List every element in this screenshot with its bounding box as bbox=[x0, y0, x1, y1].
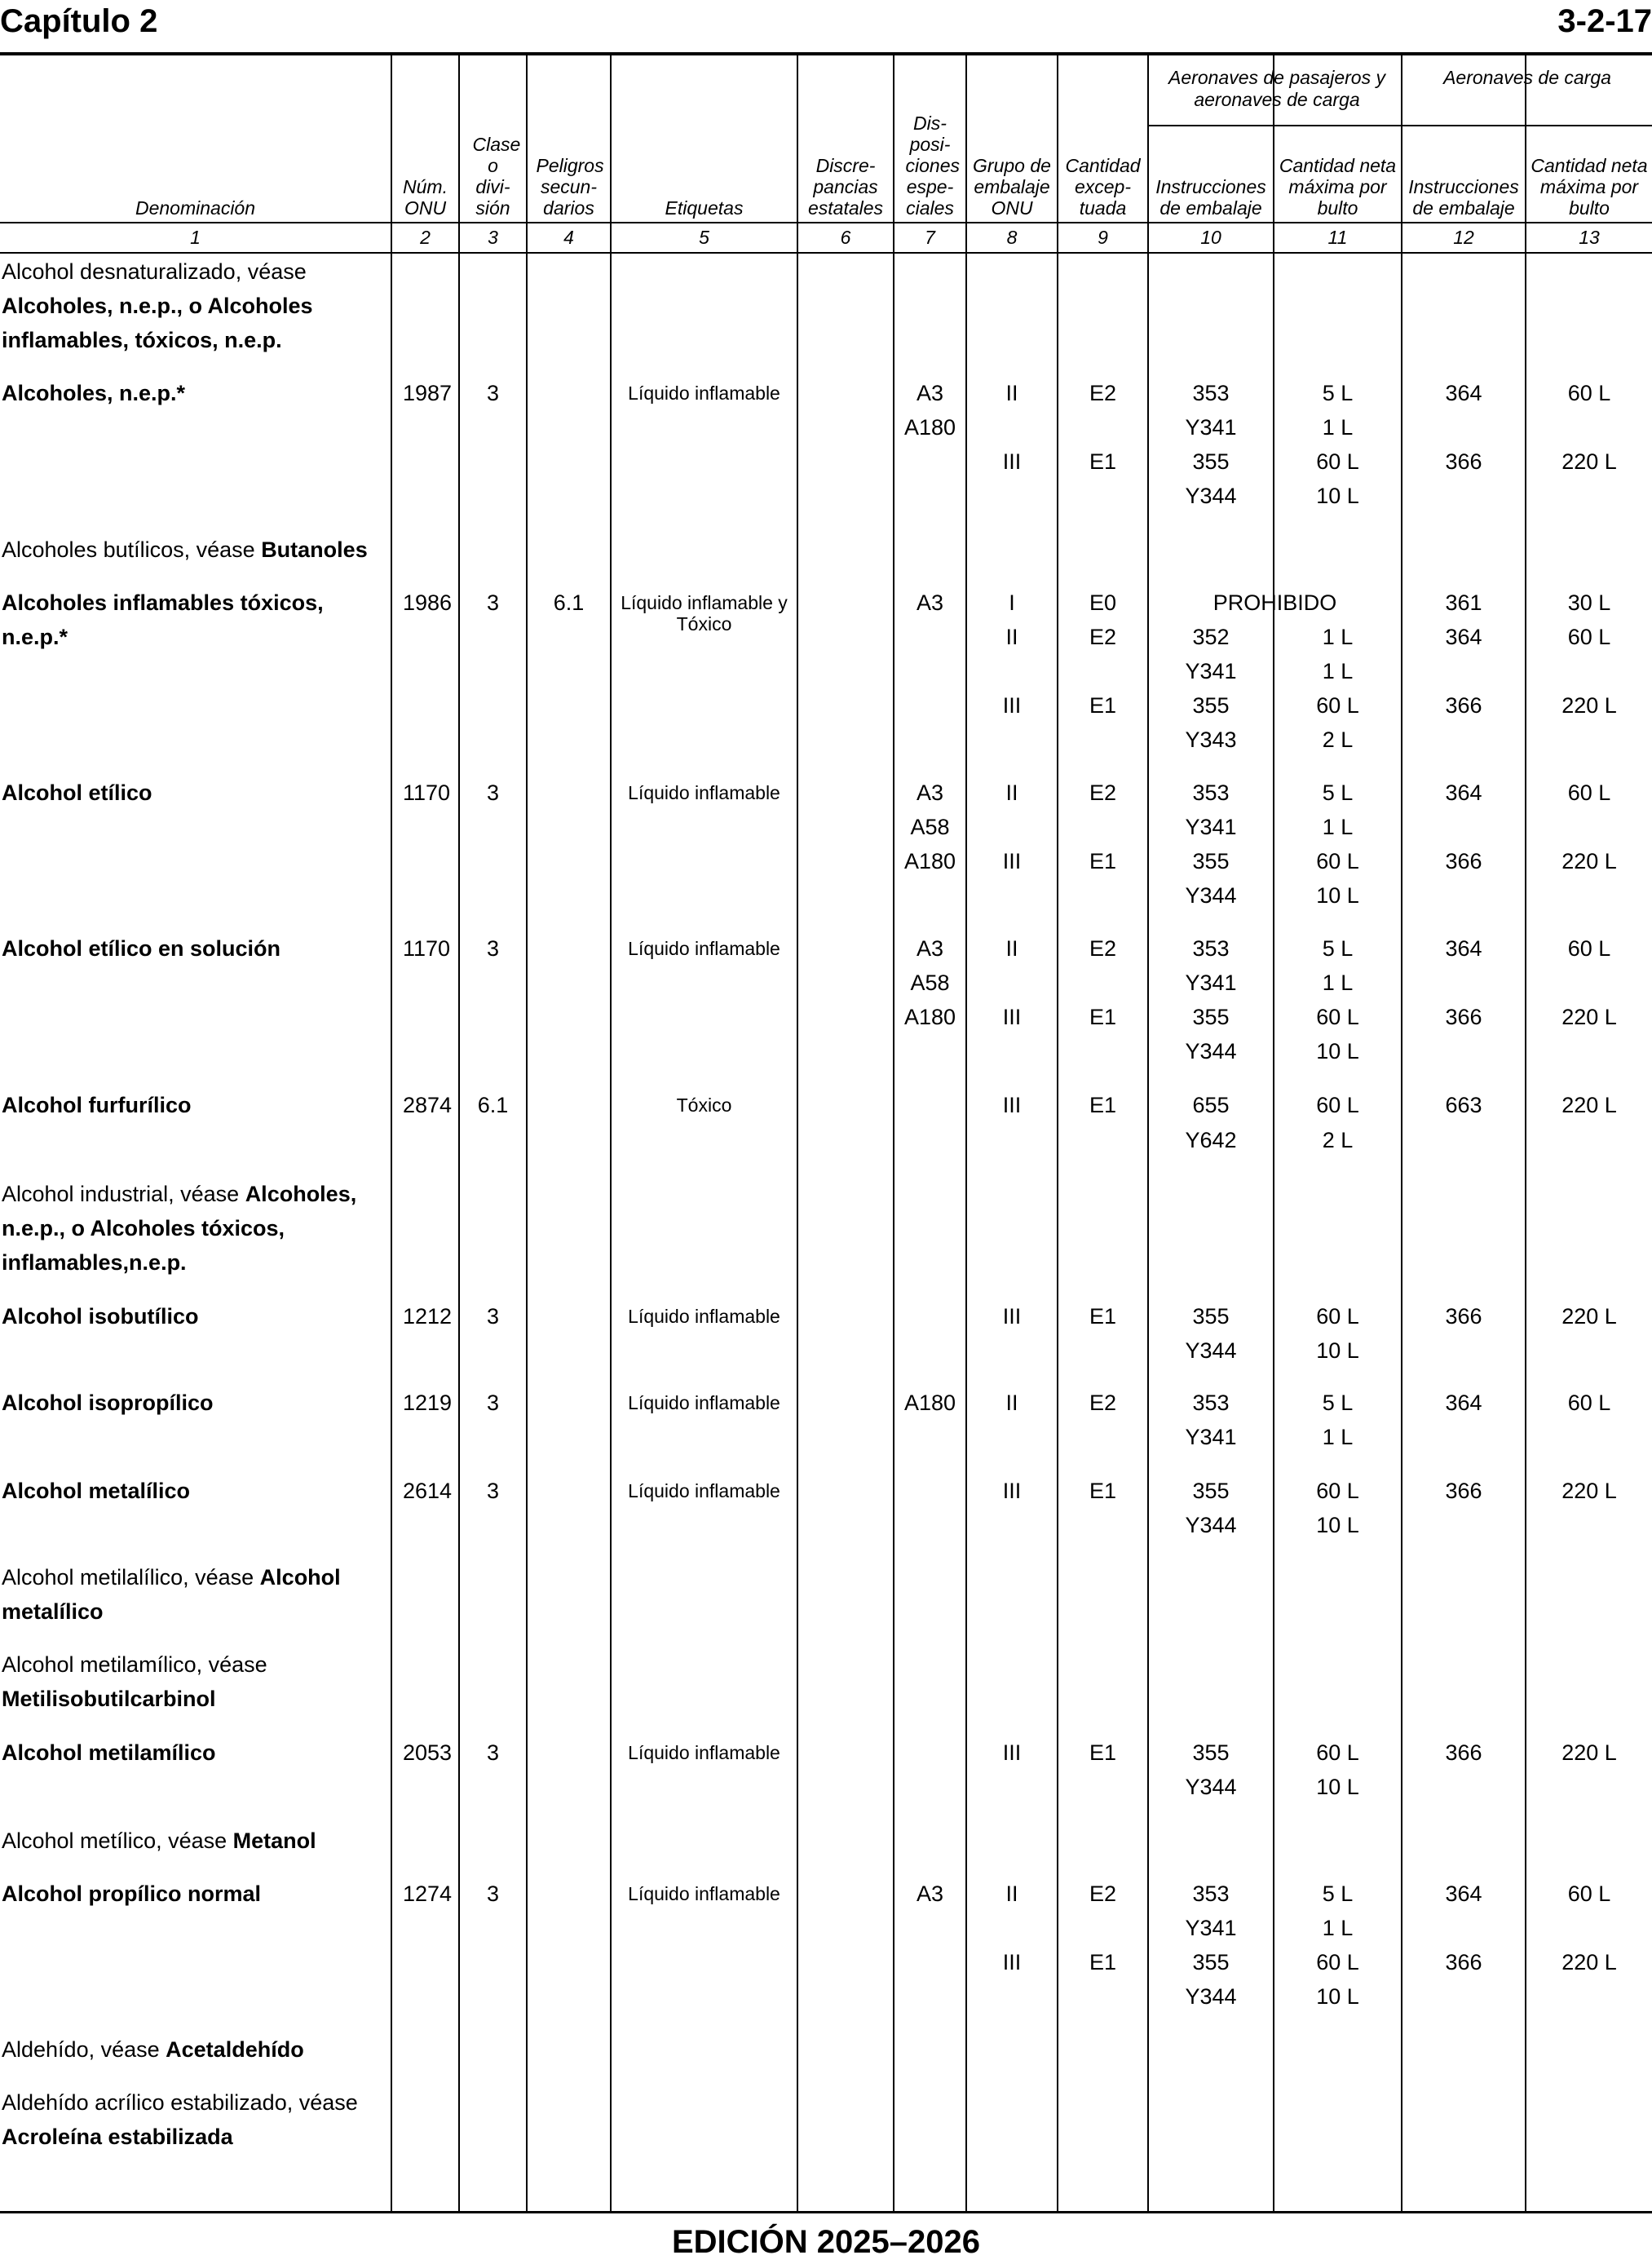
col-number-10: 10 bbox=[1200, 227, 1221, 248]
class-division: 3 bbox=[486, 1304, 500, 1329]
packing-instruction: Y341 bbox=[1185, 1425, 1237, 1449]
forbidden-text: PROHIBIDO bbox=[1212, 590, 1337, 615]
entry-name: Alcohol isobutílico bbox=[2, 1304, 199, 1329]
excepted-quantity: E2 bbox=[1089, 625, 1117, 649]
max-net-quantity: 10 L bbox=[1316, 1513, 1359, 1537]
max-net-quantity: 1 L bbox=[1322, 625, 1354, 649]
cargo-packing-instruction: 366 bbox=[1445, 1304, 1482, 1329]
excepted-quantity: E1 bbox=[1089, 1479, 1117, 1503]
table-row bbox=[2, 1647, 344, 1716]
packing-instruction: Y341 bbox=[1185, 1916, 1237, 1940]
header-col-7: Dis- posi- ciones espe- ciales bbox=[905, 113, 960, 219]
max-net-quantity: 1 L bbox=[1322, 659, 1354, 683]
packing-group: II bbox=[1005, 1391, 1018, 1415]
packing-instruction: 355 bbox=[1192, 1740, 1230, 1765]
header-col-4: Peligros secun- darios bbox=[536, 155, 604, 219]
max-net-quantity: 60 L bbox=[1316, 1950, 1359, 1974]
table-row bbox=[2, 2032, 385, 2067]
packing-group: II bbox=[1005, 381, 1018, 405]
col-number-12: 12 bbox=[1453, 227, 1474, 248]
packing-group: III bbox=[1002, 1950, 1022, 1974]
packing-instruction: Y344 bbox=[1185, 1775, 1237, 1799]
packing-instruction: 355 bbox=[1192, 449, 1230, 474]
entry-reference: Acetaldehído bbox=[166, 2037, 304, 2062]
header-col-9: Cantidad excep- tuada bbox=[1065, 155, 1141, 219]
col-number-6: 6 bbox=[840, 227, 851, 248]
max-net-quantity: 2 L bbox=[1322, 727, 1354, 752]
packing-group: III bbox=[1002, 849, 1022, 873]
packing-group: III bbox=[1002, 693, 1022, 718]
cargo-max-net-quantity: 220 L bbox=[1561, 449, 1617, 474]
packing-instruction: 353 bbox=[1192, 1391, 1230, 1415]
entry-name: Alcohol metilamílico, véase bbox=[2, 1652, 267, 1677]
packing-instruction: 355 bbox=[1192, 693, 1230, 718]
cargo-max-net-quantity: 60 L bbox=[1567, 625, 1611, 649]
un-number: 1170 bbox=[403, 780, 451, 805]
max-net-quantity: 1 L bbox=[1322, 815, 1354, 839]
header-group-passenger: Aeronaves de pasajeros y aeronaves de carga bbox=[1168, 67, 1385, 110]
table-row bbox=[2, 1177, 385, 1280]
cargo-max-net-quantity: 220 L bbox=[1561, 1479, 1617, 1503]
cargo-max-net-quantity: 220 L bbox=[1561, 1740, 1617, 1765]
packing-instruction: 355 bbox=[1192, 1479, 1230, 1503]
col-number-9: 9 bbox=[1098, 227, 1108, 248]
packing-instruction: Y344 bbox=[1185, 1338, 1237, 1363]
un-number: 1170 bbox=[403, 936, 451, 961]
cargo-packing-instruction: 366 bbox=[1445, 1005, 1482, 1029]
class-division: 3 bbox=[486, 1740, 500, 1765]
cargo-packing-instruction: 364 bbox=[1445, 381, 1482, 405]
packing-instruction: Y344 bbox=[1185, 1513, 1237, 1537]
subsidiary-hazard: 6.1 bbox=[553, 590, 585, 615]
cargo-packing-instruction: 366 bbox=[1445, 849, 1482, 873]
bottom-rule bbox=[0, 2211, 1652, 2213]
cargo-packing-instruction: 364 bbox=[1445, 936, 1482, 961]
col-number-2: 2 bbox=[420, 227, 431, 248]
header-col-6: Discre- pancias estatales bbox=[807, 155, 884, 219]
cargo-packing-instruction: 364 bbox=[1445, 1882, 1482, 1906]
max-net-quantity: 1 L bbox=[1322, 1916, 1354, 1940]
top-rule bbox=[0, 52, 1652, 55]
entry-name: Alcohol metilalílico, véase bbox=[2, 1565, 254, 1590]
packing-instruction: Y344 bbox=[1185, 1039, 1237, 1063]
special-provision: A180 bbox=[903, 849, 956, 873]
entry-name: Alcohol propílico normal bbox=[2, 1882, 262, 1906]
entry-reference: Metanol bbox=[232, 1828, 316, 1853]
max-net-quantity: 10 L bbox=[1316, 1775, 1359, 1799]
un-number: 1987 bbox=[403, 381, 453, 405]
header-col-12: Instrucciones de embalaje bbox=[1408, 176, 1519, 219]
packing-instruction: 355 bbox=[1192, 849, 1230, 873]
col-number-7: 7 bbox=[925, 227, 935, 248]
col-number-13: 13 bbox=[1579, 227, 1600, 248]
entry-name: Aldehído acrílico estabilizado, véase bbox=[2, 2090, 358, 2115]
entry-reference: Alcoholes, n.e.p., o Alcoholes inflamables, tóxicos, n.e.p. bbox=[2, 294, 313, 352]
packing-instruction: 655 bbox=[1192, 1093, 1230, 1117]
entry-reference: Metilisobutilcarbinol bbox=[2, 1687, 216, 1711]
un-number: 1219 bbox=[403, 1391, 453, 1415]
special-provision: A3 bbox=[916, 381, 944, 405]
packing-group: II bbox=[1005, 936, 1018, 961]
special-provision: A58 bbox=[910, 971, 950, 995]
cargo-packing-instruction: 366 bbox=[1445, 1950, 1482, 1974]
excepted-quantity: E2 bbox=[1089, 936, 1117, 961]
un-number: 2053 bbox=[403, 1740, 453, 1765]
excepted-quantity: E2 bbox=[1089, 1391, 1117, 1415]
cargo-max-net-quantity: 60 L bbox=[1567, 1391, 1611, 1415]
packing-instruction: Y344 bbox=[1185, 883, 1237, 908]
packing-group: III bbox=[1002, 449, 1022, 474]
packing-group: II bbox=[1005, 1882, 1018, 1906]
special-provision: A3 bbox=[916, 590, 944, 615]
max-net-quantity: 10 L bbox=[1316, 1338, 1359, 1363]
excepted-quantity: E2 bbox=[1089, 780, 1117, 805]
packing-instruction: Y642 bbox=[1185, 1128, 1237, 1152]
col-number-4: 4 bbox=[563, 227, 574, 248]
label-text: Tóxico bbox=[676, 1094, 732, 1116]
packing-group: I bbox=[1009, 590, 1015, 615]
packing-group: II bbox=[1005, 625, 1018, 649]
packing-group: III bbox=[1002, 1740, 1022, 1765]
packing-instruction: 355 bbox=[1192, 1005, 1230, 1029]
col-number-1: 1 bbox=[190, 227, 201, 248]
excepted-quantity: E2 bbox=[1089, 381, 1117, 405]
col-number-3: 3 bbox=[488, 227, 498, 248]
packing-instruction: 355 bbox=[1192, 1950, 1230, 1974]
max-net-quantity: 1 L bbox=[1322, 1425, 1354, 1449]
packing-instruction: Y343 bbox=[1185, 727, 1237, 752]
entry-name: Alcohol metílico, véase bbox=[2, 1828, 227, 1853]
cargo-packing-instruction: 366 bbox=[1445, 1740, 1482, 1765]
entry-name: Alcohol isopropílico bbox=[2, 1391, 214, 1415]
cargo-max-net-quantity: 60 L bbox=[1567, 780, 1611, 805]
un-number: 2874 bbox=[403, 1093, 453, 1117]
excepted-quantity: E1 bbox=[1089, 1005, 1117, 1029]
un-number: 1212 bbox=[403, 1304, 453, 1329]
packing-instruction: 355 bbox=[1192, 1304, 1230, 1329]
header-col-5: Etiquetas bbox=[665, 197, 744, 219]
cargo-packing-instruction: 364 bbox=[1445, 1391, 1482, 1415]
entry-reference: Alcohol metalílico bbox=[2, 1565, 341, 1624]
packing-instruction: Y341 bbox=[1185, 659, 1237, 683]
max-net-quantity: 10 L bbox=[1316, 1039, 1359, 1063]
entry-name: Alcoholes inflamables tóxicos, n.e.p.* bbox=[2, 590, 324, 649]
table-row bbox=[2, 1824, 385, 1858]
class-division: 3 bbox=[486, 1882, 500, 1906]
chapter-title: Capítulo 2 bbox=[0, 3, 158, 39]
max-net-quantity: 5 L bbox=[1322, 780, 1354, 805]
cargo-max-net-quantity: 220 L bbox=[1561, 1093, 1617, 1117]
table-row bbox=[2, 1560, 369, 1629]
cargo-packing-instruction: 366 bbox=[1445, 693, 1482, 718]
table-row bbox=[2, 254, 385, 357]
label-text: Líquido inflamable bbox=[628, 1480, 780, 1501]
cargo-packing-instruction: 364 bbox=[1445, 625, 1482, 649]
packing-instruction: Y344 bbox=[1185, 484, 1237, 508]
header-col-2: Núm. ONU bbox=[403, 176, 448, 219]
max-net-quantity: 2 L bbox=[1322, 1128, 1354, 1152]
cargo-packing-instruction: 663 bbox=[1445, 1093, 1482, 1117]
packing-instruction: Y344 bbox=[1185, 1984, 1237, 2009]
max-net-quantity: 1 L bbox=[1322, 971, 1354, 995]
special-provision: A180 bbox=[903, 1005, 956, 1029]
entry-reference: Acroleína estabilizada bbox=[2, 2125, 233, 2149]
packing-instruction: 353 bbox=[1192, 381, 1230, 405]
max-net-quantity: 10 L bbox=[1316, 883, 1359, 908]
header-col-1: Denominación bbox=[135, 197, 256, 219]
packing-group: II bbox=[1005, 780, 1018, 805]
excepted-quantity: E1 bbox=[1089, 1950, 1117, 1974]
edition-footer: EDICIÓN 2025–2026 bbox=[671, 2224, 980, 2260]
entry-name: Alcohol furfurílico bbox=[2, 1093, 192, 1117]
table-row bbox=[2, 2085, 385, 2154]
max-net-quantity: 60 L bbox=[1316, 693, 1359, 718]
max-net-quantity: 1 L bbox=[1322, 415, 1354, 440]
max-net-quantity: 10 L bbox=[1316, 1984, 1359, 2009]
cargo-max-net-quantity: 30 L bbox=[1567, 590, 1611, 615]
header-col-10: Instrucciones de embalaje bbox=[1155, 176, 1266, 219]
packing-instruction: Y341 bbox=[1185, 815, 1237, 839]
un-number: 2614 bbox=[403, 1479, 453, 1503]
special-provision: A180 bbox=[903, 1391, 956, 1415]
packing-instruction: 353 bbox=[1192, 780, 1230, 805]
entry-name: Alcohol etílico en solución bbox=[2, 936, 281, 961]
cargo-packing-instruction: 366 bbox=[1445, 449, 1482, 474]
label-text: Líquido inflamable bbox=[628, 382, 780, 404]
label-text: Líquido inflamable bbox=[628, 782, 780, 803]
class-division: 3 bbox=[486, 780, 500, 805]
packing-group: III bbox=[1002, 1005, 1022, 1029]
class-division: 3 bbox=[486, 590, 500, 615]
excepted-quantity: E1 bbox=[1089, 449, 1117, 474]
max-net-quantity: 60 L bbox=[1316, 849, 1359, 873]
label-text: Líquido inflamable bbox=[628, 938, 780, 959]
cargo-packing-instruction: 361 bbox=[1445, 590, 1482, 615]
excepted-quantity: E1 bbox=[1089, 1740, 1117, 1765]
entry-name: Alcohol industrial, véase bbox=[2, 1182, 240, 1206]
label-text: Líquido inflamable bbox=[628, 1883, 780, 1904]
cargo-max-net-quantity: 220 L bbox=[1561, 1950, 1617, 1974]
packing-instruction: Y341 bbox=[1185, 971, 1237, 995]
excepted-quantity: E0 bbox=[1089, 590, 1117, 615]
cargo-max-net-quantity: 60 L bbox=[1567, 936, 1611, 961]
max-net-quantity: 60 L bbox=[1316, 1005, 1359, 1029]
cargo-max-net-quantity: 220 L bbox=[1561, 1304, 1617, 1329]
class-division: 3 bbox=[486, 1479, 500, 1503]
class-division: 3 bbox=[486, 1391, 500, 1415]
special-provision: A180 bbox=[903, 415, 956, 440]
packing-instruction: 353 bbox=[1192, 936, 1230, 961]
excepted-quantity: E1 bbox=[1089, 1304, 1117, 1329]
max-net-quantity: 10 L bbox=[1316, 484, 1359, 508]
cargo-max-net-quantity: 220 L bbox=[1561, 1005, 1617, 1029]
max-net-quantity: 5 L bbox=[1322, 381, 1354, 405]
max-net-quantity: 60 L bbox=[1316, 1479, 1359, 1503]
entry-reference: Alcoholes, n.e.p., o Alcoholes tóxicos, inflamables,n.e.p. bbox=[2, 1182, 357, 1275]
packing-instruction: 353 bbox=[1192, 1882, 1230, 1906]
cargo-packing-instruction: 364 bbox=[1445, 780, 1482, 805]
entry-name: Alcohol desnaturalizado, véase bbox=[2, 259, 307, 284]
entry-name: Alcohol metalílico bbox=[2, 1479, 191, 1503]
packing-instruction: Y341 bbox=[1185, 415, 1237, 440]
label-text: Líquido inflamable bbox=[628, 1306, 780, 1327]
packing-group: III bbox=[1002, 1304, 1022, 1329]
header-group-cargo: Aeronaves de carga bbox=[1443, 67, 1611, 88]
table-row bbox=[2, 533, 385, 567]
excepted-quantity: E1 bbox=[1089, 1093, 1117, 1117]
max-net-quantity: 5 L bbox=[1322, 1882, 1354, 1906]
entry-name: Aldehído, véase bbox=[2, 2037, 160, 2062]
entry-name: Alcoholes, n.e.p.* bbox=[2, 381, 186, 405]
max-net-quantity: 60 L bbox=[1316, 1740, 1359, 1765]
max-net-quantity: 5 L bbox=[1322, 1391, 1354, 1415]
special-provision: A3 bbox=[916, 780, 944, 805]
header-col-3: Clase o divi- sión bbox=[472, 134, 521, 219]
col-number-8: 8 bbox=[1006, 227, 1018, 248]
cargo-max-net-quantity: 60 L bbox=[1567, 381, 1611, 405]
col-number-5: 5 bbox=[699, 227, 709, 248]
max-net-quantity: 60 L bbox=[1316, 449, 1359, 474]
header-col-8: Grupo de embalaje ONU bbox=[973, 155, 1051, 219]
cargo-max-net-quantity: 220 L bbox=[1561, 693, 1617, 718]
max-net-quantity: 60 L bbox=[1316, 1093, 1359, 1117]
special-provision: A3 bbox=[916, 1882, 944, 1906]
special-provision: A58 bbox=[910, 815, 950, 839]
page-number: 3-2-17 bbox=[1557, 3, 1652, 39]
entry-name: Alcohol etílico bbox=[2, 780, 152, 805]
cargo-packing-instruction: 366 bbox=[1445, 1479, 1482, 1503]
packing-group: III bbox=[1002, 1093, 1022, 1117]
class-division: 3 bbox=[486, 936, 500, 961]
header-col-13: Cantidad neta máxima por bulto bbox=[1531, 155, 1648, 219]
excepted-quantity: E1 bbox=[1089, 693, 1117, 718]
excepted-quantity: E2 bbox=[1089, 1882, 1117, 1906]
cargo-max-net-quantity: 60 L bbox=[1567, 1882, 1611, 1906]
class-division: 6.1 bbox=[477, 1093, 509, 1117]
excepted-quantity: E1 bbox=[1089, 849, 1117, 873]
packing-instruction: 352 bbox=[1192, 625, 1230, 649]
class-division: 3 bbox=[486, 381, 500, 405]
label-text: Líquido inflamable y Tóxico bbox=[621, 592, 788, 635]
special-provision: A3 bbox=[916, 936, 944, 961]
cargo-max-net-quantity: 220 L bbox=[1561, 849, 1617, 873]
entry-reference: Butanoles bbox=[261, 537, 368, 562]
entry-name: Alcoholes butílicos, véase bbox=[2, 537, 255, 562]
header-col-11: Cantidad neta máxima por bulto bbox=[1279, 155, 1397, 219]
packing-group: III bbox=[1002, 1479, 1022, 1503]
label-text: Líquido inflamable bbox=[628, 1392, 780, 1413]
entry-name: Alcohol metilamílico bbox=[2, 1740, 216, 1765]
un-number: 1274 bbox=[403, 1882, 453, 1906]
un-number: 1986 bbox=[403, 590, 453, 615]
max-net-quantity: 5 L bbox=[1322, 936, 1354, 961]
label-text: Líquido inflamable bbox=[628, 1742, 780, 1763]
col-number-11: 11 bbox=[1327, 227, 1348, 248]
max-net-quantity: 60 L bbox=[1316, 1304, 1359, 1329]
